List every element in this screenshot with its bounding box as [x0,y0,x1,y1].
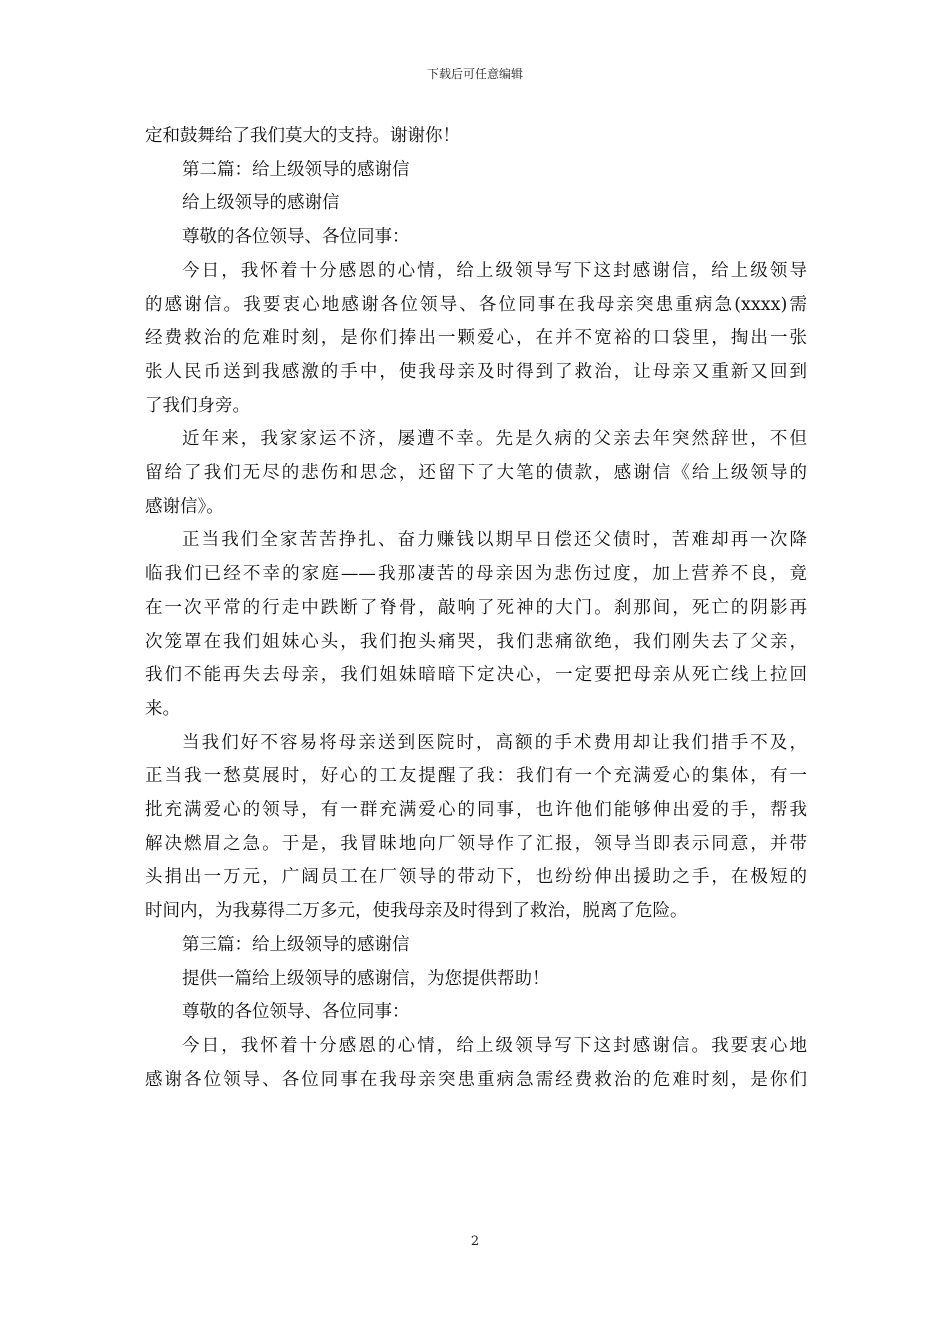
text-line: 提供一篇给上级领导的感谢信，为您提供帮助！ [182,968,550,989]
text-line: 正当我们全家苦苦挣扎、奋力赚钱以期早日偿还父债时，苦难却再一次降 [182,530,807,551]
text-line: 头捐出一万元，广阔员工在厂领导的带动下，也纷纷伸出援助之手，在极短的 [145,867,807,888]
section-heading: 第二篇：给上级领导的感谢信 [182,159,410,180]
salutation: 尊敬的各位领导、各位同事： [182,227,410,248]
text-line: 时间内，为我募得二万多元，使我母亲及时得到了救治，脱离了危险。 [145,901,688,922]
page-header: 下载后可任意编辑 [426,67,523,81]
text-line: 今日，我怀着十分感恩的心情，给上级领导写下这封感谢信，给上级领导 [182,260,807,281]
text-line: 正当我一愁莫展时，好心的工友提醒了我：我们有一个充满爱心的集体，有一 [145,766,807,787]
text-line: 了我们身旁。 [145,395,250,416]
text-line: 张人民币送到我感激的手中，使我母亲及时得到了救治，让母亲又重新又回到 [145,361,807,382]
salutation: 尊敬的各位领导、各位同事： [182,1002,410,1023]
text-line: 经费救治的危难时刻，是你们捧出一颗爱心，在并不宽裕的口袋里，掏出一张 [145,328,807,349]
page-number: 2 [470,1234,480,1249]
text-line: 我们不能再失去母亲，我们姐妹暗暗下定决心，一定要把母亲从死亡线上拉回 [145,665,807,686]
text-line: 感谢各位领导、各位同事在我母亲突患重病急需经费救治的危难时刻，是你们 [145,1069,807,1090]
document-body [145,120,807,1097]
text-line: 近年来，我家家运不济，屡遭不幸。先是久病的父亲去年突然辞世，不但 [182,429,807,450]
text-line: 感谢信》。 [145,496,224,517]
letter-title: 给上级领导的感谢信 [182,193,340,214]
text-line: 今日，我怀着十分感恩的心情，给上级领导写下这封感谢信。我要衷心地 [182,1035,807,1056]
text-line: 留给了我们无尽的悲伤和思念，还留下了大笔的债款，感谢信《给上级领导的 [145,463,807,484]
text-line: 临我们已经不幸的家庭——我那凄苦的母亲因为悲伤过度，加上营养不良，竟 [145,564,807,585]
text-line: 来。 [145,698,180,719]
text-line: 次笼罩在我们姐妹心头，我们抱头痛哭，我们悲痛欲绝，我们刚失去了父亲， [145,631,807,652]
text-line: 解决燃眉之急。于是，我冒昧地向厂领导作了汇报，领导当即表示同意，并带 [145,833,807,854]
text-line: 的感谢信。我要衷心地感谢各位领导、各位同事在我母亲突患重病急(xxxx)需 [145,294,807,315]
section-heading: 第三篇：给上级领导的感谢信 [182,934,410,955]
text-line: 当我们好不容易将母亲送到医院时，高额的手术费用却让我们措手不及， [182,732,807,753]
text-line: 批充满爱心的领导，有一群充满爱心的同事，也许他们能够伸出爱的手，帮我 [145,800,807,821]
text-line: 定和鼓舞给了我们莫大的支持。谢谢你！ [145,126,460,146]
text-line: 在一次平常的行走中跌断了脊骨，敲响了死神的大门。刹那间，死亡的阴影再 [145,597,807,618]
